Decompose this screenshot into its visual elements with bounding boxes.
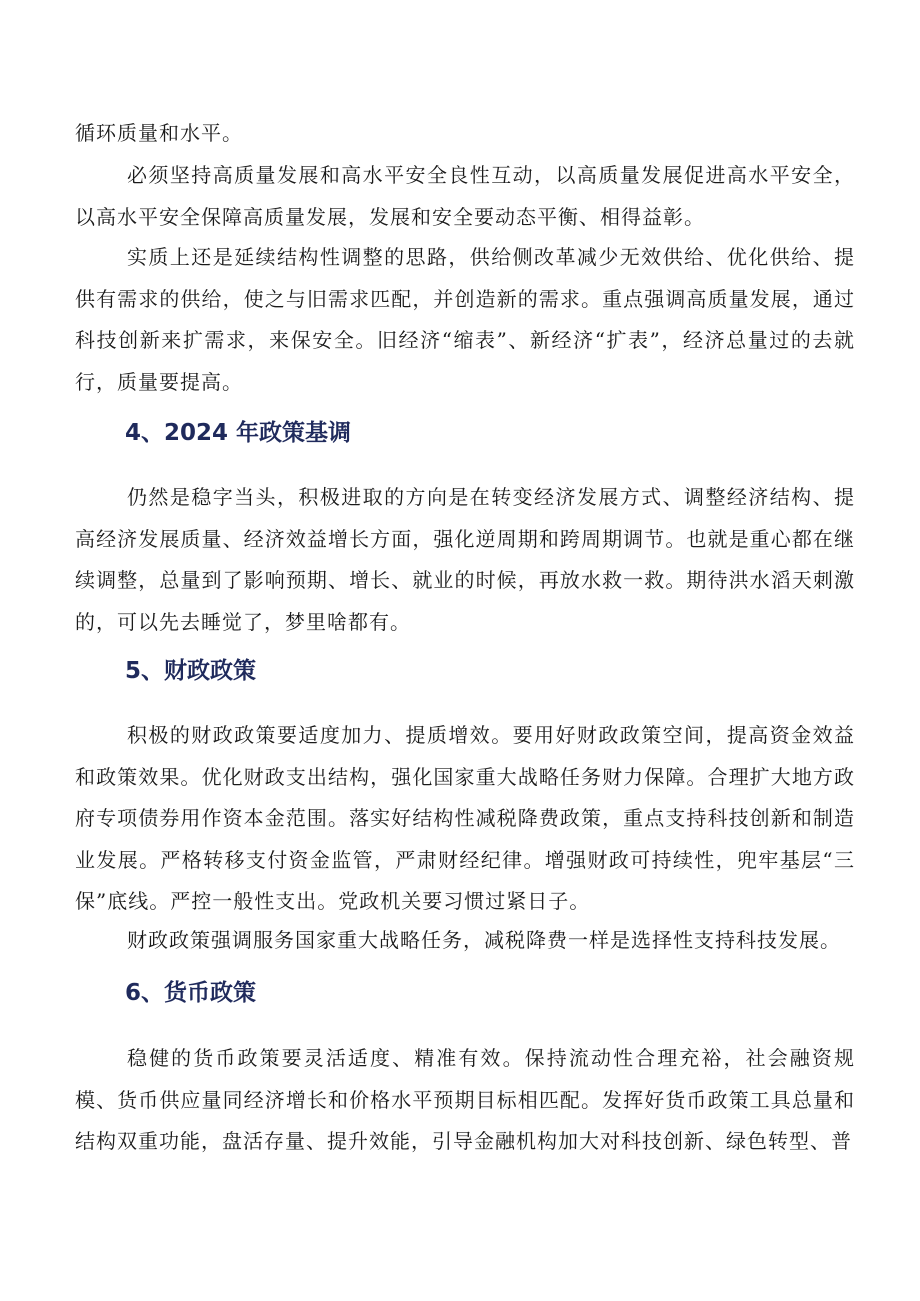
- section-heading-fiscal-policy: 5、财政政策: [125, 658, 257, 684]
- paragraph-continuation: 循环质量和水平。: [75, 121, 243, 145]
- section-heading-monetary-policy: 6、货币政策: [125, 980, 257, 1006]
- paragraph-fiscal-summary: 财政政策强调服务国家重大战略任务，减税降费一样是选择性支持科技发展。: [127, 928, 841, 952]
- paragraph-policy-tone: 仍然是稳字当头，积极进取的方向是在转变经济发展方式、调整经济结构、提高经济发展质量、经济效益增长方面，强化逆周期和跨周期调节。也就是重心都在继续调整，总量到了影响预期、增长、就业的时候，再放水救一救。期待洪水滔天刺激的，可以先去睡觉了，梦里啥都有。: [75, 485, 855, 634]
- paragraph-structural-adjustment: 实质上还是延续结构性调整的思路，供给侧改革减少无效供给、优化供给、提供有需求的供给，使之与旧需求匹配，并创造新的需求。重点强调高质量发展，通过科技创新来扩需求，来保安全。旧经济“缩表”、新经济“扩表”，经济总量过的去就行，质量要提高。: [75, 245, 855, 394]
- section-heading-policy-tone: 4、2024 年政策基调: [125, 420, 352, 446]
- paragraph-security-development: 必须坚持高质量发展和高水平安全良性互动，以高质量发展促进高水平安全，以高水平安全保障高质量发展，发展和安全要动态平衡、相得益彰。: [75, 163, 855, 229]
- paragraph-fiscal-policy: 积极的财政政策要适度加力、提质增效。要用好财政政策空间，提高资金效益和政策效果。优化财政支出结构，强化国家重大战略任务财力保障。合理扩大地方政府专项债券用作资本金范围。落实好结构性减税降费政策，重点支持科技创新和制造业发展。严格转移支付资金监管，严肃财经纪律。增强财政可持续性，兜牢基层“三保”底线。严控一般性支出。党政机关要习惯过紧日子。: [75, 723, 855, 913]
- paragraph-monetary-policy: 稳健的货币政策要灵活适度、精准有效。保持流动性合理充裕，社会融资规模、货币供应量同经济增长和价格水平预期目标相匹配。发挥好货币政策工具总量和结构双重功能，盘活存量、提升效能，引导金融机构加大对科技创新、绿色转型、普: [75, 1046, 855, 1153]
